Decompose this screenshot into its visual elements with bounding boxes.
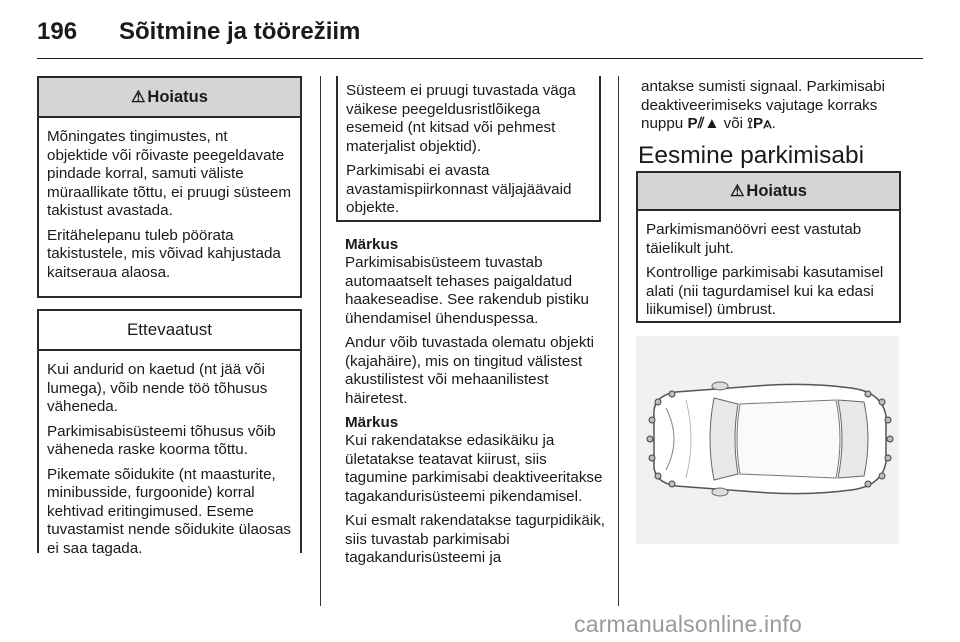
caution-text: Süsteem ei pruugi tuvastada väga väikese peegeldusristlõikega esemeid (nt kitsad või pehmest materjalist objektid). <box>346 82 576 155</box>
car-top-view-image <box>636 336 899 544</box>
note-heading: Märkus <box>345 236 399 253</box>
intro-text-or: või <box>723 115 744 132</box>
warning-title: Hoiatus <box>147 87 208 106</box>
caution-box <box>37 309 302 557</box>
page-header <box>37 18 923 58</box>
warning-title: Hoiatus <box>746 181 807 200</box>
warning-box-header <box>638 173 899 211</box>
caution-text: Parkimisabisüsteemi tõhusus võib väheneda raske koorma tõttu. <box>47 422 276 458</box>
body-paragraph: Kui esmalt rakendatakse tagurpidikäik, siis tuvastab parkimisabi tagakandurisüsteemi ja <box>345 512 606 566</box>
note-text: Kui rakendatakse edasikäiku ja ületatakse teatavat kiirust, siis tagumine parkimisabi deaktiveeritakse tagakandurisüsteemi pikendamisel. <box>345 432 603 505</box>
warning-text: Mõningates tingimustes, nt objektide või rõivaste peegeldavate pindade korral, samuti väliste müraallikate tõttu, ei pruugi süsteem takistust avastada. <box>47 128 291 219</box>
column-separator <box>320 76 321 606</box>
park-assist-button-icon: P⫽▲ <box>687 115 720 132</box>
warning-text: Kontrollige parkimisabi kasutamisel alati (nii tagurdamisel kui ka edasi liikumisel) ümbrust. <box>646 264 884 318</box>
header-rule <box>37 58 923 59</box>
warning-text: Eritähelepanu tuleb pöörata takistustele, mis võivad kahjustada kaitseraua alaosa. <box>47 226 281 281</box>
caution-text: Parkimisabi ei avasta avastamispiirkonnast väljajäävaid objekte. <box>346 162 572 216</box>
column-2-text <box>345 236 607 568</box>
caution-title: Ettevaatust <box>126 320 213 339</box>
caution-box-continued <box>336 76 601 222</box>
note-heading: Märkus <box>345 414 399 431</box>
park-assist-alt-icon: ⟟P⟑ <box>747 115 772 132</box>
car-sensor-illustration <box>636 336 899 544</box>
caution-text: Pikemate sõidukite (nt maasturite, minibusside, furgoonide) korral kehtivad eritingimused. Eseme tuvastamist nende sõidukite ülaosas ei saa tagada. <box>47 465 291 557</box>
warning-text: Parkimismanöövri eest vastutab täielikult juht. <box>646 221 862 257</box>
page-number: 196 <box>37 18 78 45</box>
column-separator <box>618 76 619 606</box>
note-text: Parkimisabisüsteem tuvastab automaatselt tehases paigaldatud haakeseadise. See rakendub pistiku ühendamisel ühenduspessa. <box>345 254 590 327</box>
caution-box-header <box>39 311 300 351</box>
warning-icon: ⚠ <box>730 183 745 200</box>
warning-box-header <box>39 78 300 118</box>
warning-box <box>636 171 901 323</box>
intro-text-end: . <box>771 115 776 132</box>
section-title: Eesmine parkimisabi <box>638 142 865 169</box>
watermark: carmanualsonline.info <box>574 611 802 637</box>
page-title: Sõitmine ja töörežiim <box>119 18 361 45</box>
body-paragraph: Andur võib tuvastada olematu objekti (kajahäire), mis on tingitud välistest akustilistest või mehaanilistest häiretest. <box>345 334 595 407</box>
warning-box <box>37 76 302 298</box>
intro-text: antakse sumisti signaal. Parkimisabi deaktiveerimiseks vajutage korraks nuppu <box>641 78 885 132</box>
body-paragraph <box>641 78 903 134</box>
caution-text: Kui andurid on kaetud (nt jää või lumega), võib nende töö tõhusus väheneda. <box>47 361 268 415</box>
column-3-intro <box>641 78 903 134</box>
warning-icon: ⚠ <box>131 89 146 106</box>
